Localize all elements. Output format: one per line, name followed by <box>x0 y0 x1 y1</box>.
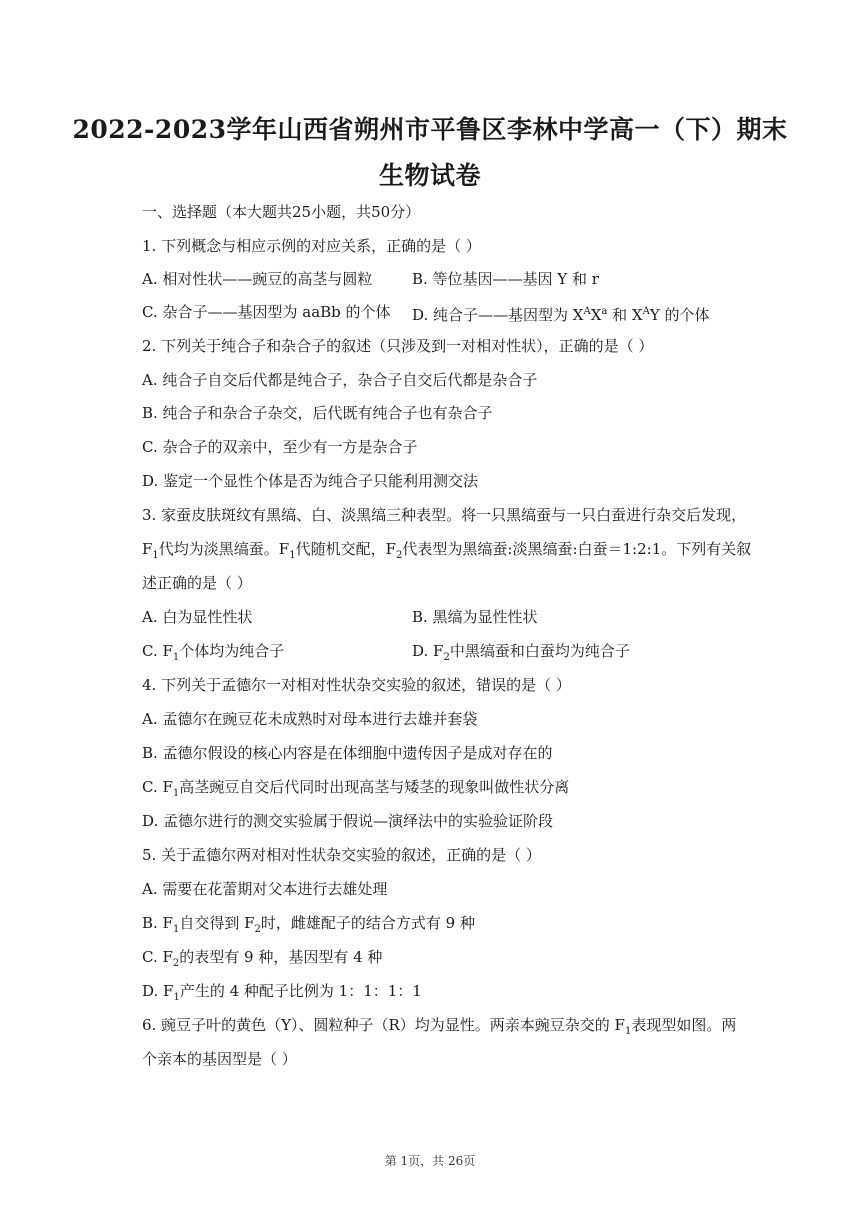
question-5-stem: 5. 关于孟德尔两对相对性状杂交实验的叙述，正确的是（ ） <box>142 846 541 864</box>
q4c-post: 高茎豌豆自交后代同时出现高茎与矮茎的现象叫做性状分离 <box>179 778 570 796</box>
q3d-post: 中黑缟蚕和白蚕均为纯合子 <box>449 642 630 660</box>
q1d-sup2: a <box>601 306 608 317</box>
q5b-mid: 自交得到 F <box>179 914 255 932</box>
q3s2-sub2: 1 <box>289 550 296 561</box>
q3s2-pre: F <box>142 540 153 558</box>
question-5-option-d <box>142 981 422 1008</box>
section-heading: 一、选择题（本大题共25小题，共50分） <box>142 203 421 221</box>
q4c-sub: 1 <box>172 788 180 799</box>
question-4-option-b: B. 孟德尔假设的核心内容是在体细胞中遗传因子是成对存在的 <box>142 744 553 762</box>
question-3-option-b: B. 黑缟为显性性状 <box>412 608 538 626</box>
q3s2-mid2: 代随机交配，F <box>295 540 397 558</box>
question-1-option-c: C. 杂合子——基因型为 aaBb 的个体 <box>142 303 391 321</box>
question-5-option-a: A. 需要在花蕾期对父本进行去雄处理 <box>142 880 388 898</box>
q3d-pre: D. F <box>412 642 444 660</box>
q5b-pre: B. F <box>142 914 173 932</box>
q6s1-sub: 1 <box>624 1026 632 1037</box>
q4c-pre: C. F <box>142 778 173 796</box>
q5c-post: 的表型有 9 种，基因型有 4 种 <box>179 948 383 966</box>
q6s1-post: 表现型如图。两 <box>631 1016 737 1034</box>
q3d-sub: 2 <box>443 652 450 663</box>
question-2-option-b: B. 纯合子和杂合子杂交，后代既有纯合子也有杂合子 <box>142 404 493 422</box>
q3c-pre: C. F <box>142 642 173 660</box>
q5b-sub1: 1 <box>172 924 180 935</box>
question-1-option-b: B. 等位基因——基因 Y 和 r <box>412 270 599 288</box>
question-3-option-d <box>412 641 630 668</box>
question-3-stem-line1: 3. 家蚕皮肤斑纹有黑缟、白、淡黑缟三种表型。将一只黑缟蚕与一只白蚕进行杂交后发现， <box>142 506 747 524</box>
q3c-sub: 1 <box>172 652 180 663</box>
q3s2-sub3: 2 <box>396 550 403 561</box>
q5d-sub: 1 <box>173 992 180 1003</box>
question-6-stem-line1 <box>142 1015 736 1042</box>
page-footer: 第 1页，共 26页 <box>384 1154 476 1168</box>
question-3-stem-line3: 述正确的是（ ） <box>142 574 252 592</box>
question-1-option-d <box>412 302 710 325</box>
q5c-sub: 2 <box>172 958 180 969</box>
question-3-option-a: A. 白为显性性状 <box>142 608 253 626</box>
q3s2-post: 代表型为黑缟蚕:淡黑缟蚕:白蚕＝1:2:1。下列有关叙 <box>402 540 752 558</box>
question-4-option-c <box>142 777 569 804</box>
question-6-stem-line2: 个亲本的基因型是（ ） <box>142 1050 297 1068</box>
question-2-option-d: D. 鉴定一个显性个体是否为纯合子只能利用测交法 <box>142 472 479 490</box>
question-1-stem: 1. 下列概念与相应示例的对应关系，正确的是（ ） <box>142 237 481 255</box>
q5b-sub2: 2 <box>254 924 261 935</box>
question-2-option-c: C. 杂合子的双亲中，至少有一方是杂合子 <box>142 438 418 456</box>
q5b-post: 时，雌雄配子的结合方式有 9 种 <box>260 914 475 932</box>
q1d-sup1: A <box>583 306 591 317</box>
question-2-option-a: A. 纯合子自交后代都是纯合子，杂合子自交后代都是杂合子 <box>142 371 538 389</box>
q3s2-mid1: 代均为淡黑缟蚕。F <box>158 540 290 558</box>
question-1-option-a: A. 相对性状——豌豆的高茎与圆粒 <box>142 270 373 288</box>
q1d-mid2: 和 X <box>607 306 643 324</box>
q5d-pre: D. F <box>142 982 174 1000</box>
q1d-pre: D. 纯合子——基因型为 X <box>412 306 584 324</box>
question-4-stem: 4. 下列关于孟德尔一对相对性状杂交实验的叙述，错误的是（ ） <box>142 676 571 694</box>
question-2-stem: 2. 下列关于纯合子和杂合子的叙述（只涉及到一对相对性状），正确的是（ ） <box>142 337 654 355</box>
question-5-option-c <box>142 947 382 974</box>
q3s2-sub1: 1 <box>152 550 159 561</box>
q3c-post: 个体均为纯合子 <box>179 642 285 660</box>
exam-title-line2: 生物试卷 <box>378 161 481 190</box>
q1d-sup3: A <box>642 306 650 317</box>
question-4-option-d: D. 孟德尔进行的测交实验属于假说—演绎法中的实验验证阶段 <box>142 812 554 830</box>
question-5-option-b <box>142 913 475 940</box>
q1d-mid1: X <box>590 306 602 324</box>
question-3-option-c <box>142 641 284 668</box>
q5c-pre: C. F <box>142 948 173 966</box>
exam-title-line1: 2022-2023学年山西省朔州市平鲁区李林中学高一（下）期末 <box>72 115 788 144</box>
q1d-post: Y 的个体 <box>649 306 710 324</box>
q5d-post: 产生的 4 种配子比例为 1：1：1：1 <box>179 982 422 1000</box>
q6s1-pre: 6. 豌豆子叶的黄色（Y）、圆粒种子（R）均为显性。两亲本豌豆杂交的 F <box>142 1016 625 1034</box>
question-4-option-a: A. 孟德尔在豌豆花未成熟时对母本进行去雄并套袋 <box>142 710 478 728</box>
question-3-stem-line2 <box>142 539 751 566</box>
